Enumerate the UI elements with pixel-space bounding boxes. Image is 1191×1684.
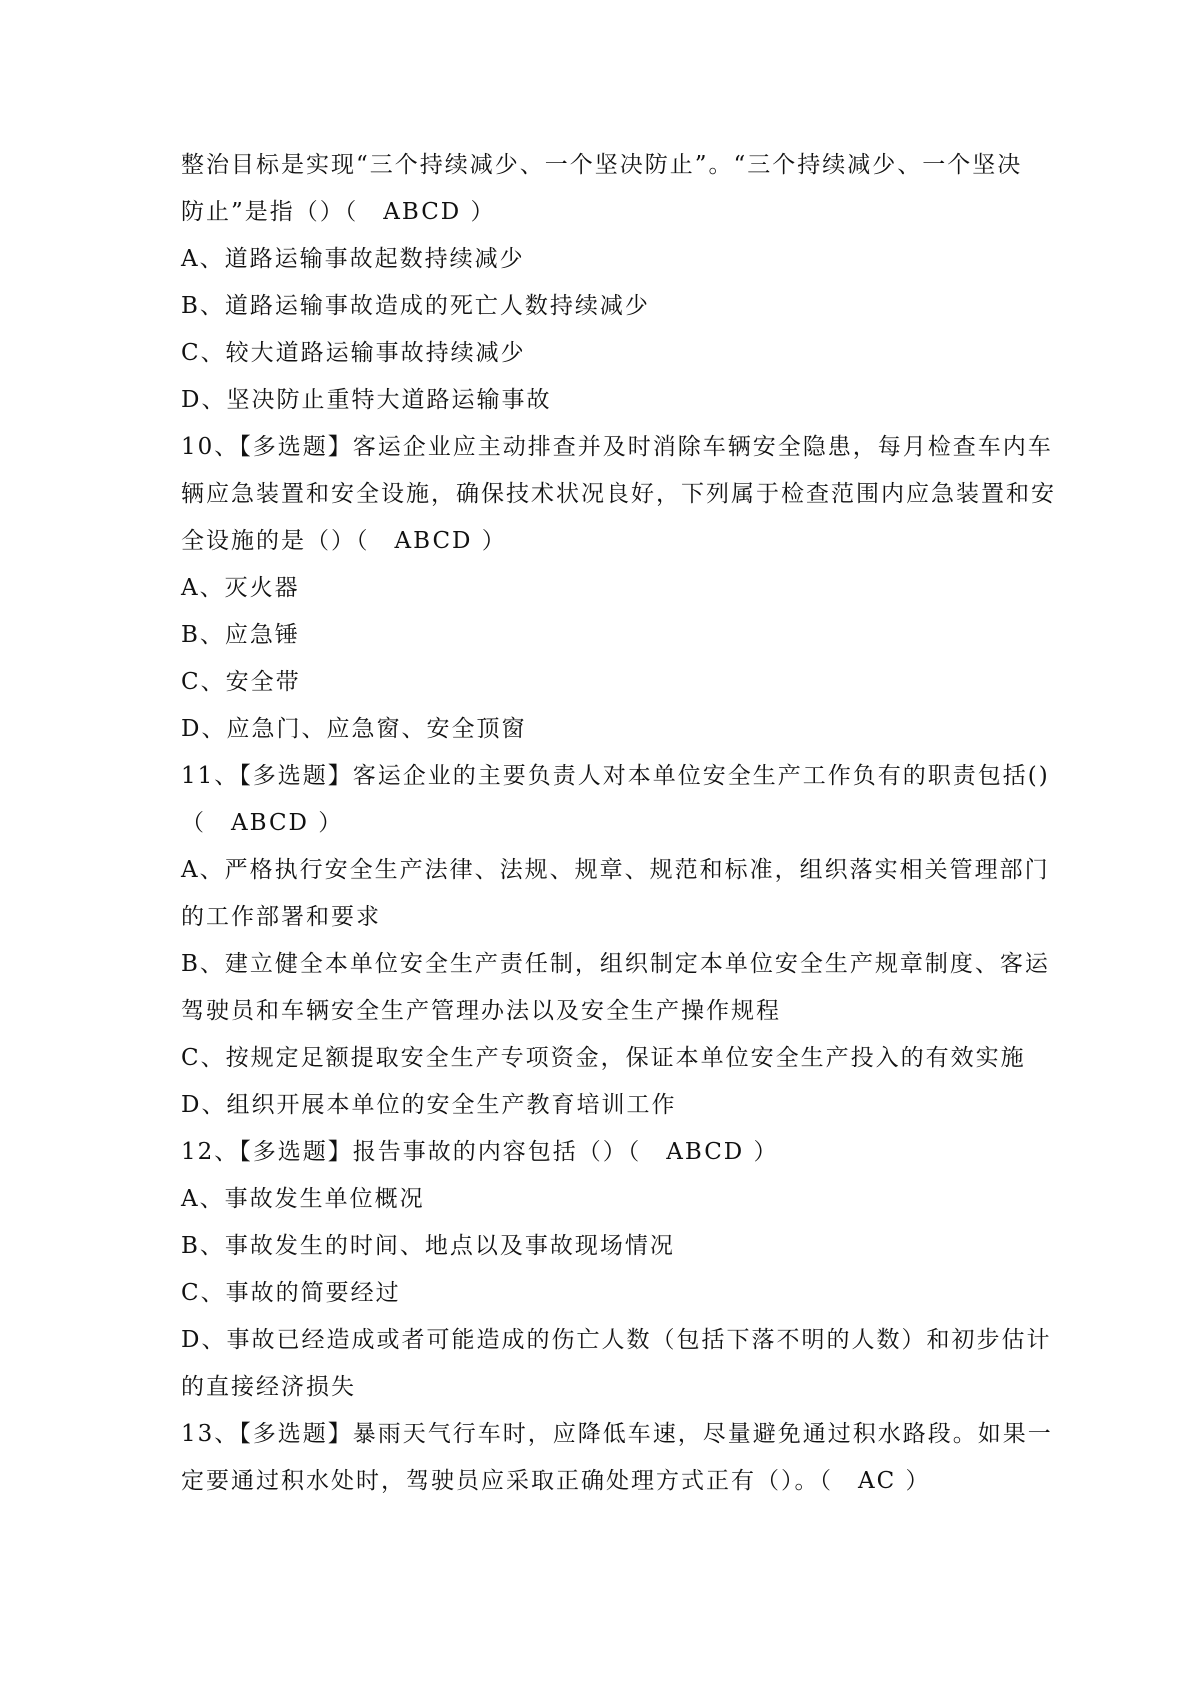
question-line: 全设施的是（）（ ABCD ） — [181, 528, 507, 554]
option-line: D、事故已经造成或者可能造成的伤亡人数（包括下落不明的人数）和初步估计 — [181, 1327, 1052, 1353]
question-line: 10、【多选题】客运企业应主动排查并及时消除车辆安全隐患，每月检查车内车 — [181, 434, 1053, 460]
question-line: 13、【多选题】暴雨天气行车时，应降低车速，尽量避免通过积水路段。如果一 — [181, 1421, 1053, 1447]
option-line: D、坚决防止重特大道路运输事故 — [181, 387, 552, 413]
question-line: 12、【多选题】报告事故的内容包括（）（ ABCD ） — [181, 1139, 779, 1165]
question-line: 定要通过积水处时，驾驶员应采取正确处理方式正有（）。（ AC ） — [181, 1468, 931, 1494]
option-line: 的工作部署和要求 — [181, 904, 381, 930]
question-line: 11、【多选题】客运企业的主要负责人对本单位安全生产工作负有的职责包括() — [181, 763, 1050, 789]
option-line: 的直接经济损失 — [181, 1374, 356, 1400]
option-line: B、建立健全本单位安全生产责任制，组织制定本单位安全生产规章制度、客运 — [181, 951, 1050, 977]
option-line: D、组织开展本单位的安全生产教育培训工作 — [181, 1092, 677, 1118]
option-line: A、事故发生单位概况 — [181, 1186, 425, 1212]
text-line: 防止”是指（）（ ABCD ） — [181, 199, 496, 225]
option-line: B、道路运输事故造成的死亡人数持续减少 — [181, 293, 650, 319]
question-line: （ ABCD ） — [181, 810, 344, 836]
option-line: A、道路运输事故起数持续减少 — [181, 246, 525, 272]
option-line: C、安全带 — [181, 669, 301, 695]
option-line: A、严格执行安全生产法律、法规、规章、规范和标准，组织落实相关管理部门 — [181, 857, 1050, 883]
document-body — [181, 142, 1056, 1505]
question-line: 辆应急装置和安全设施，确保技术状况良好，下列属于检查范围内应急装置和安 — [181, 481, 1056, 507]
option-line: C、事故的简要经过 — [181, 1280, 401, 1306]
option-line: A、灭火器 — [181, 575, 300, 601]
option-line: 驾驶员和车辆安全生产管理办法以及安全生产操作规程 — [181, 998, 781, 1024]
option-line: B、事故发生的时间、地点以及事故现场情况 — [181, 1233, 675, 1259]
option-line: D、应急门、应急窗、安全顶窗 — [181, 716, 527, 742]
option-line: C、按规定足额提取安全生产专项资金，保证本单位安全生产投入的有效实施 — [181, 1045, 1026, 1071]
option-line: C、较大道路运输事故持续减少 — [181, 340, 526, 366]
text-line: 整治目标是实现“三个持续减少、一个坚决防止”。“三个持续减少、一个坚决 — [181, 152, 1023, 178]
option-line: B、应急锤 — [181, 622, 300, 648]
